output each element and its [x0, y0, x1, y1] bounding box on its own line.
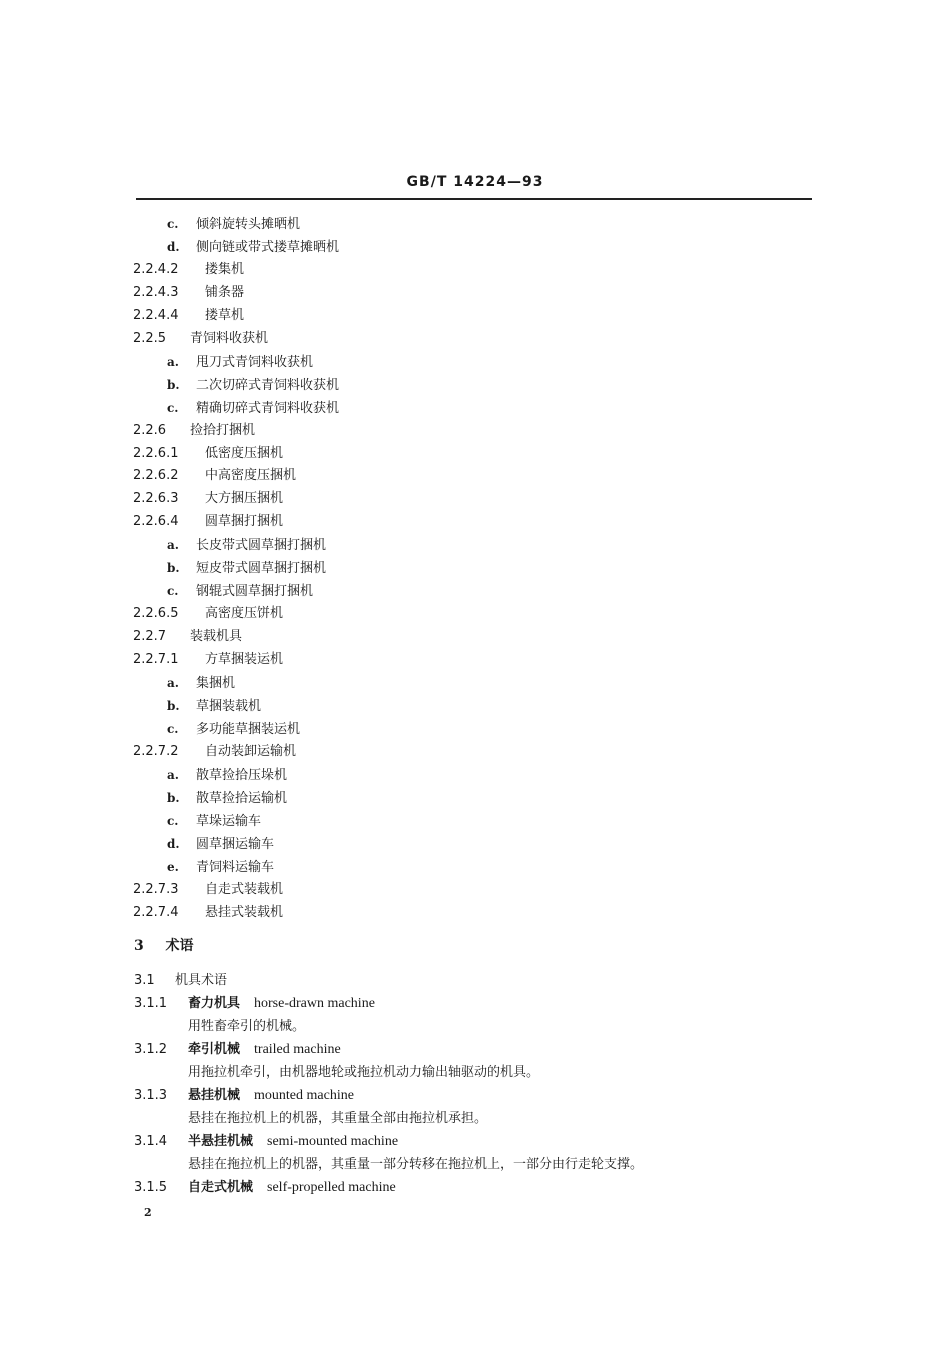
outline-item: [133, 445, 283, 463]
term-chinese: 悬挂机械: [188, 1088, 241, 1103]
outline-subitem: [167, 536, 326, 555]
outline-subitem: [167, 766, 287, 785]
outline-label: a.: [167, 538, 179, 552]
outline-item: [133, 743, 296, 761]
outline-text: 圆草捆打捆机: [205, 514, 284, 529]
term-number: 3.1.1: [134, 996, 168, 1011]
outline-text: 钢辊式圆草捆打捆机: [196, 584, 314, 599]
outline-text: 搂集机: [205, 262, 245, 277]
outline-label: a.: [167, 676, 179, 690]
outline-text: 自走式装载机: [205, 882, 284, 897]
outline-text: 甩刀式青饲料收获机: [196, 355, 314, 370]
outline-subitem: [167, 238, 339, 257]
outline-label: 2.2.7.1: [133, 652, 179, 667]
term-chinese: 自走式机械: [188, 1180, 254, 1195]
section-3-heading: [134, 937, 194, 955]
subsection-3-1-heading: [134, 972, 227, 990]
outline-text: 自动装卸运输机: [205, 744, 297, 759]
outline-item: [133, 904, 283, 922]
outline-label: b.: [167, 378, 180, 392]
term-definition: 悬挂在拖拉机上的机器，其重量一部分转移在拖拉机上，一部分由行走轮支撑。: [188, 1157, 644, 1172]
outline-label: c.: [167, 584, 179, 598]
outline-subitem: [167, 353, 313, 372]
term-english: mounted machine: [254, 1088, 354, 1103]
outline-label: 2.2.6.2: [133, 468, 179, 483]
outline-text: 长皮带式圆草捆打捆机: [196, 538, 327, 553]
outline-label: c.: [167, 401, 179, 415]
term-entry: [134, 1087, 354, 1105]
outline-item: [133, 881, 283, 899]
outline-subitem: [167, 582, 313, 601]
outline-item: [133, 467, 296, 485]
outline-text: 散草捡拾压垛机: [196, 768, 288, 783]
outline-item: [133, 261, 244, 279]
outline-text: 散草捡拾运输机: [196, 791, 288, 806]
subsection-title: 机具术语: [174, 973, 227, 988]
outline-label: 2.2.6.1: [133, 446, 179, 461]
outline-label: 2.2.7: [133, 629, 167, 644]
outline-text: 方草捆装运机: [205, 652, 284, 667]
outline-subitem: [167, 559, 326, 578]
outline-label: 2.2.4.3: [133, 285, 179, 300]
outline-text: 铺条器: [205, 285, 245, 300]
outline-text: 草垛运输车: [196, 814, 262, 829]
outline-item: [133, 513, 283, 531]
outline-subitem: [167, 812, 261, 831]
outline-text: 高密度压饼机: [205, 606, 284, 621]
outline-label: b.: [167, 561, 180, 575]
outline-label: 2.2.6.4: [133, 514, 179, 529]
outline-text: 大方捆压捆机: [205, 491, 284, 506]
outline-label: 2.2.4.4: [133, 308, 179, 323]
outline-subitem: [167, 674, 235, 693]
term-chinese: 畜力机具: [188, 996, 241, 1011]
outline-text: 悬挂式装载机: [205, 905, 284, 920]
term-entry: [134, 1133, 398, 1151]
outline-text: 二次切碎式青饲料收获机: [196, 378, 340, 393]
term-number: 3.1.4: [134, 1134, 168, 1149]
outline-text: 青饲料收获机: [190, 331, 269, 346]
outline-text: 草捆装载机: [196, 699, 262, 714]
term-chinese: 牵引机械: [188, 1042, 241, 1057]
outline-text: 短皮带式圆草捆打捆机: [196, 561, 327, 576]
subsection-number: 3.1: [134, 973, 155, 988]
term-entry: [134, 995, 375, 1013]
term-number: 3.1.3: [134, 1088, 168, 1103]
outline-label: b.: [167, 791, 180, 805]
outline-text: 装载机具: [190, 629, 243, 644]
outline-label: 2.2.6: [133, 423, 167, 438]
term-english: trailed machine: [254, 1042, 341, 1057]
term-definition: 悬挂在拖拉机上的机器，其重量全部由拖拉机承担。: [188, 1111, 488, 1126]
outline-label: 2.2.6.3: [133, 491, 179, 506]
term-entry: [134, 1041, 341, 1059]
outline-label: a.: [167, 768, 179, 782]
outline-label: 2.2.7.4: [133, 905, 179, 920]
term-definition: 用拖拉机牵引，由机器地轮或拖拉机动力输出轴驱动的机具。: [188, 1065, 540, 1080]
outline-label: 2.2.7.3: [133, 882, 179, 897]
outline-text: 集捆机: [196, 676, 236, 691]
term-english: self-propelled machine: [267, 1180, 396, 1195]
outline-text: 低密度压捆机: [205, 446, 284, 461]
outline-text: 精确切碎式青饲料收获机: [196, 401, 340, 416]
outline-label: 2.2.4.2: [133, 262, 179, 277]
section-title: 术语: [165, 938, 194, 954]
outline-label: 2.2.7.2: [133, 744, 179, 759]
outline-label: c.: [167, 722, 179, 736]
outline-label: d.: [167, 240, 180, 254]
outline-subitem: [167, 720, 300, 739]
outline-subitem: [167, 858, 274, 877]
outline-subitem: [167, 399, 339, 418]
outline-item: [133, 307, 244, 325]
document-header-title: GB/T 14224—93: [406, 174, 544, 190]
outline-item: [133, 605, 283, 623]
page-number: 2: [144, 1206, 152, 1219]
outline-label: e.: [167, 860, 179, 874]
outline-label: c.: [167, 814, 179, 828]
outline-subitem: [167, 835, 274, 854]
outline-label: b.: [167, 699, 180, 713]
section-number: 3: [134, 938, 144, 954]
term-number: 3.1.5: [134, 1180, 168, 1195]
outline-text: 捡拾打捆机: [190, 423, 256, 438]
term-entry: [134, 1179, 396, 1197]
outline-text: 青饲料运输车: [196, 860, 275, 875]
outline-subitem: [167, 215, 300, 234]
term-definition: 用牲畜牵引的机械。: [188, 1019, 306, 1034]
term-english: horse-drawn machine: [254, 996, 375, 1011]
header-rule: [136, 198, 812, 200]
outline-label: c.: [167, 217, 179, 231]
outline-text: 圆草捆运输车: [196, 837, 275, 852]
outline-text: 倾斜旋转头摊晒机: [196, 217, 301, 232]
outline-subitem: [167, 376, 339, 395]
outline-text: 侧向链或带式搂草摊晒机: [196, 240, 340, 255]
outline-item: [133, 490, 283, 508]
term-number: 3.1.2: [134, 1042, 168, 1057]
outline-subitem: [167, 789, 287, 808]
outline-label: d.: [167, 837, 180, 851]
outline-text: 中高密度压捆机: [205, 468, 297, 483]
outline-item: [133, 330, 268, 348]
outline-item: [133, 422, 255, 440]
outline-label: 2.2.5: [133, 331, 167, 346]
outline-text: 多功能草捆装运机: [196, 722, 301, 737]
term-english: semi-mounted machine: [267, 1134, 399, 1149]
outline-text: 搂草机: [205, 308, 245, 323]
outline-item: [133, 628, 242, 646]
outline-label: a.: [167, 355, 179, 369]
term-chinese: 半悬挂机械: [188, 1134, 254, 1149]
outline-item: [133, 651, 283, 669]
outline-subitem: [167, 697, 261, 716]
outline-item: [133, 284, 244, 302]
outline-label: 2.2.6.5: [133, 606, 179, 621]
